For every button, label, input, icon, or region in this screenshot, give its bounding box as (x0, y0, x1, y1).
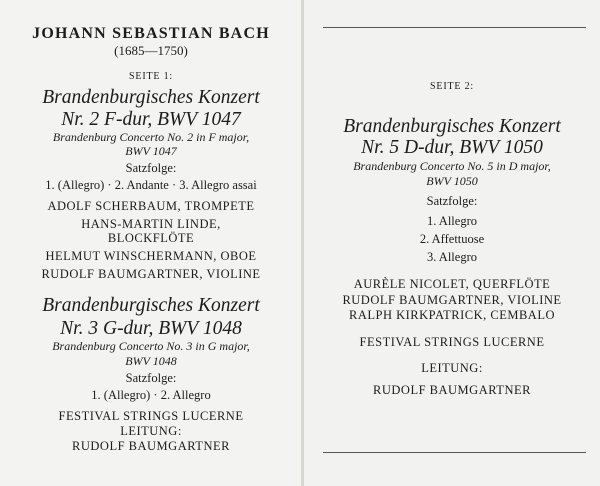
performer-line: BLOCKFLÖTE (107, 231, 195, 245)
bottom-rule (323, 452, 586, 453)
concerto-5-english-line1: Brandenburg Concerto No. 5 in D major, (353, 159, 551, 173)
movement-item: 3. Allegro (427, 250, 477, 264)
concerto-5-english-line2: BWV 1050 (426, 174, 478, 188)
concerto-3-english-line1: Brandenburg Concerto No. 3 in G major, (52, 339, 250, 353)
concerto-3-movements: 1. (Allegro) · 2. Allegro (91, 388, 211, 402)
concerto-3-title: Brandenburgisches Konzert (42, 295, 260, 316)
concerto-2-movements: 1. (Allegro) · 2. Andante · 3. Allegro assai (45, 178, 257, 192)
composer-dates: (1685—1750) (114, 43, 188, 58)
performer-line: HELMUT WINSCHERMANN, OBOE (45, 249, 257, 263)
performer-line: AURÈLE NICOLET, QUERFLÖTE (353, 277, 551, 291)
performer-line: HANS-MARTIN LINDE, (81, 217, 221, 231)
composer-name: JOHANN SEBASTIAN BACH (32, 25, 270, 42)
concerto-2-english-line1: Brandenburg Concerto No. 2 in F major, (52, 130, 250, 144)
concerto-2-title: Brandenburgisches Konzert (42, 87, 260, 108)
ensemble-name: FESTIVAL STRINGS LUCERNE (359, 335, 545, 349)
performer-line: RALPH KIRKPATRICK, CEMBALO (349, 308, 555, 322)
performer-line: RUDOLF BAUMGARTNER, VIOLINE (41, 267, 261, 281)
concerto-2-english-line2: BWV 1047 (125, 144, 177, 158)
performer-line: RUDOLF BAUMGARTNER, VIOLINE (342, 293, 562, 307)
top-rule (323, 27, 586, 28)
concerto-5-number: Nr. 5 D-dur, BWV 1050 (361, 137, 543, 158)
side-2-label: SEITE 2: (430, 81, 474, 92)
movement-item: 1. Allegro (427, 214, 477, 228)
concerto-3-satzfolge-label: Satzfolge: (125, 371, 177, 385)
concerto-5-title: Brandenburgisches Konzert (343, 116, 561, 137)
side-1-label: SEITE 1: (129, 71, 173, 82)
concerto-2-number: Nr. 2 F-dur, BWV 1047 (61, 109, 241, 130)
concerto-2-satzfolge-label: Satzfolge: (125, 161, 177, 175)
movement-item: 2. Affettuose (419, 232, 485, 246)
conductor-name: RUDOLF BAUMGARTNER (373, 383, 531, 397)
leitung-label: LEITUNG: (120, 424, 182, 438)
performer-line: ADOLF SCHERBAUM, TROMPETE (47, 199, 255, 213)
concerto-3-english-line2: BWV 1048 (125, 354, 177, 368)
concerto-5-satzfolge-label: Satzfolge: (426, 194, 478, 208)
conductor-name: RUDOLF BAUMGARTNER (72, 439, 230, 453)
ensemble-name: FESTIVAL STRINGS LUCERNE (58, 409, 244, 423)
leitung-label: LEITUNG: (421, 361, 483, 375)
concerto-3-number: Nr. 3 G-dur, BWV 1048 (60, 318, 242, 339)
